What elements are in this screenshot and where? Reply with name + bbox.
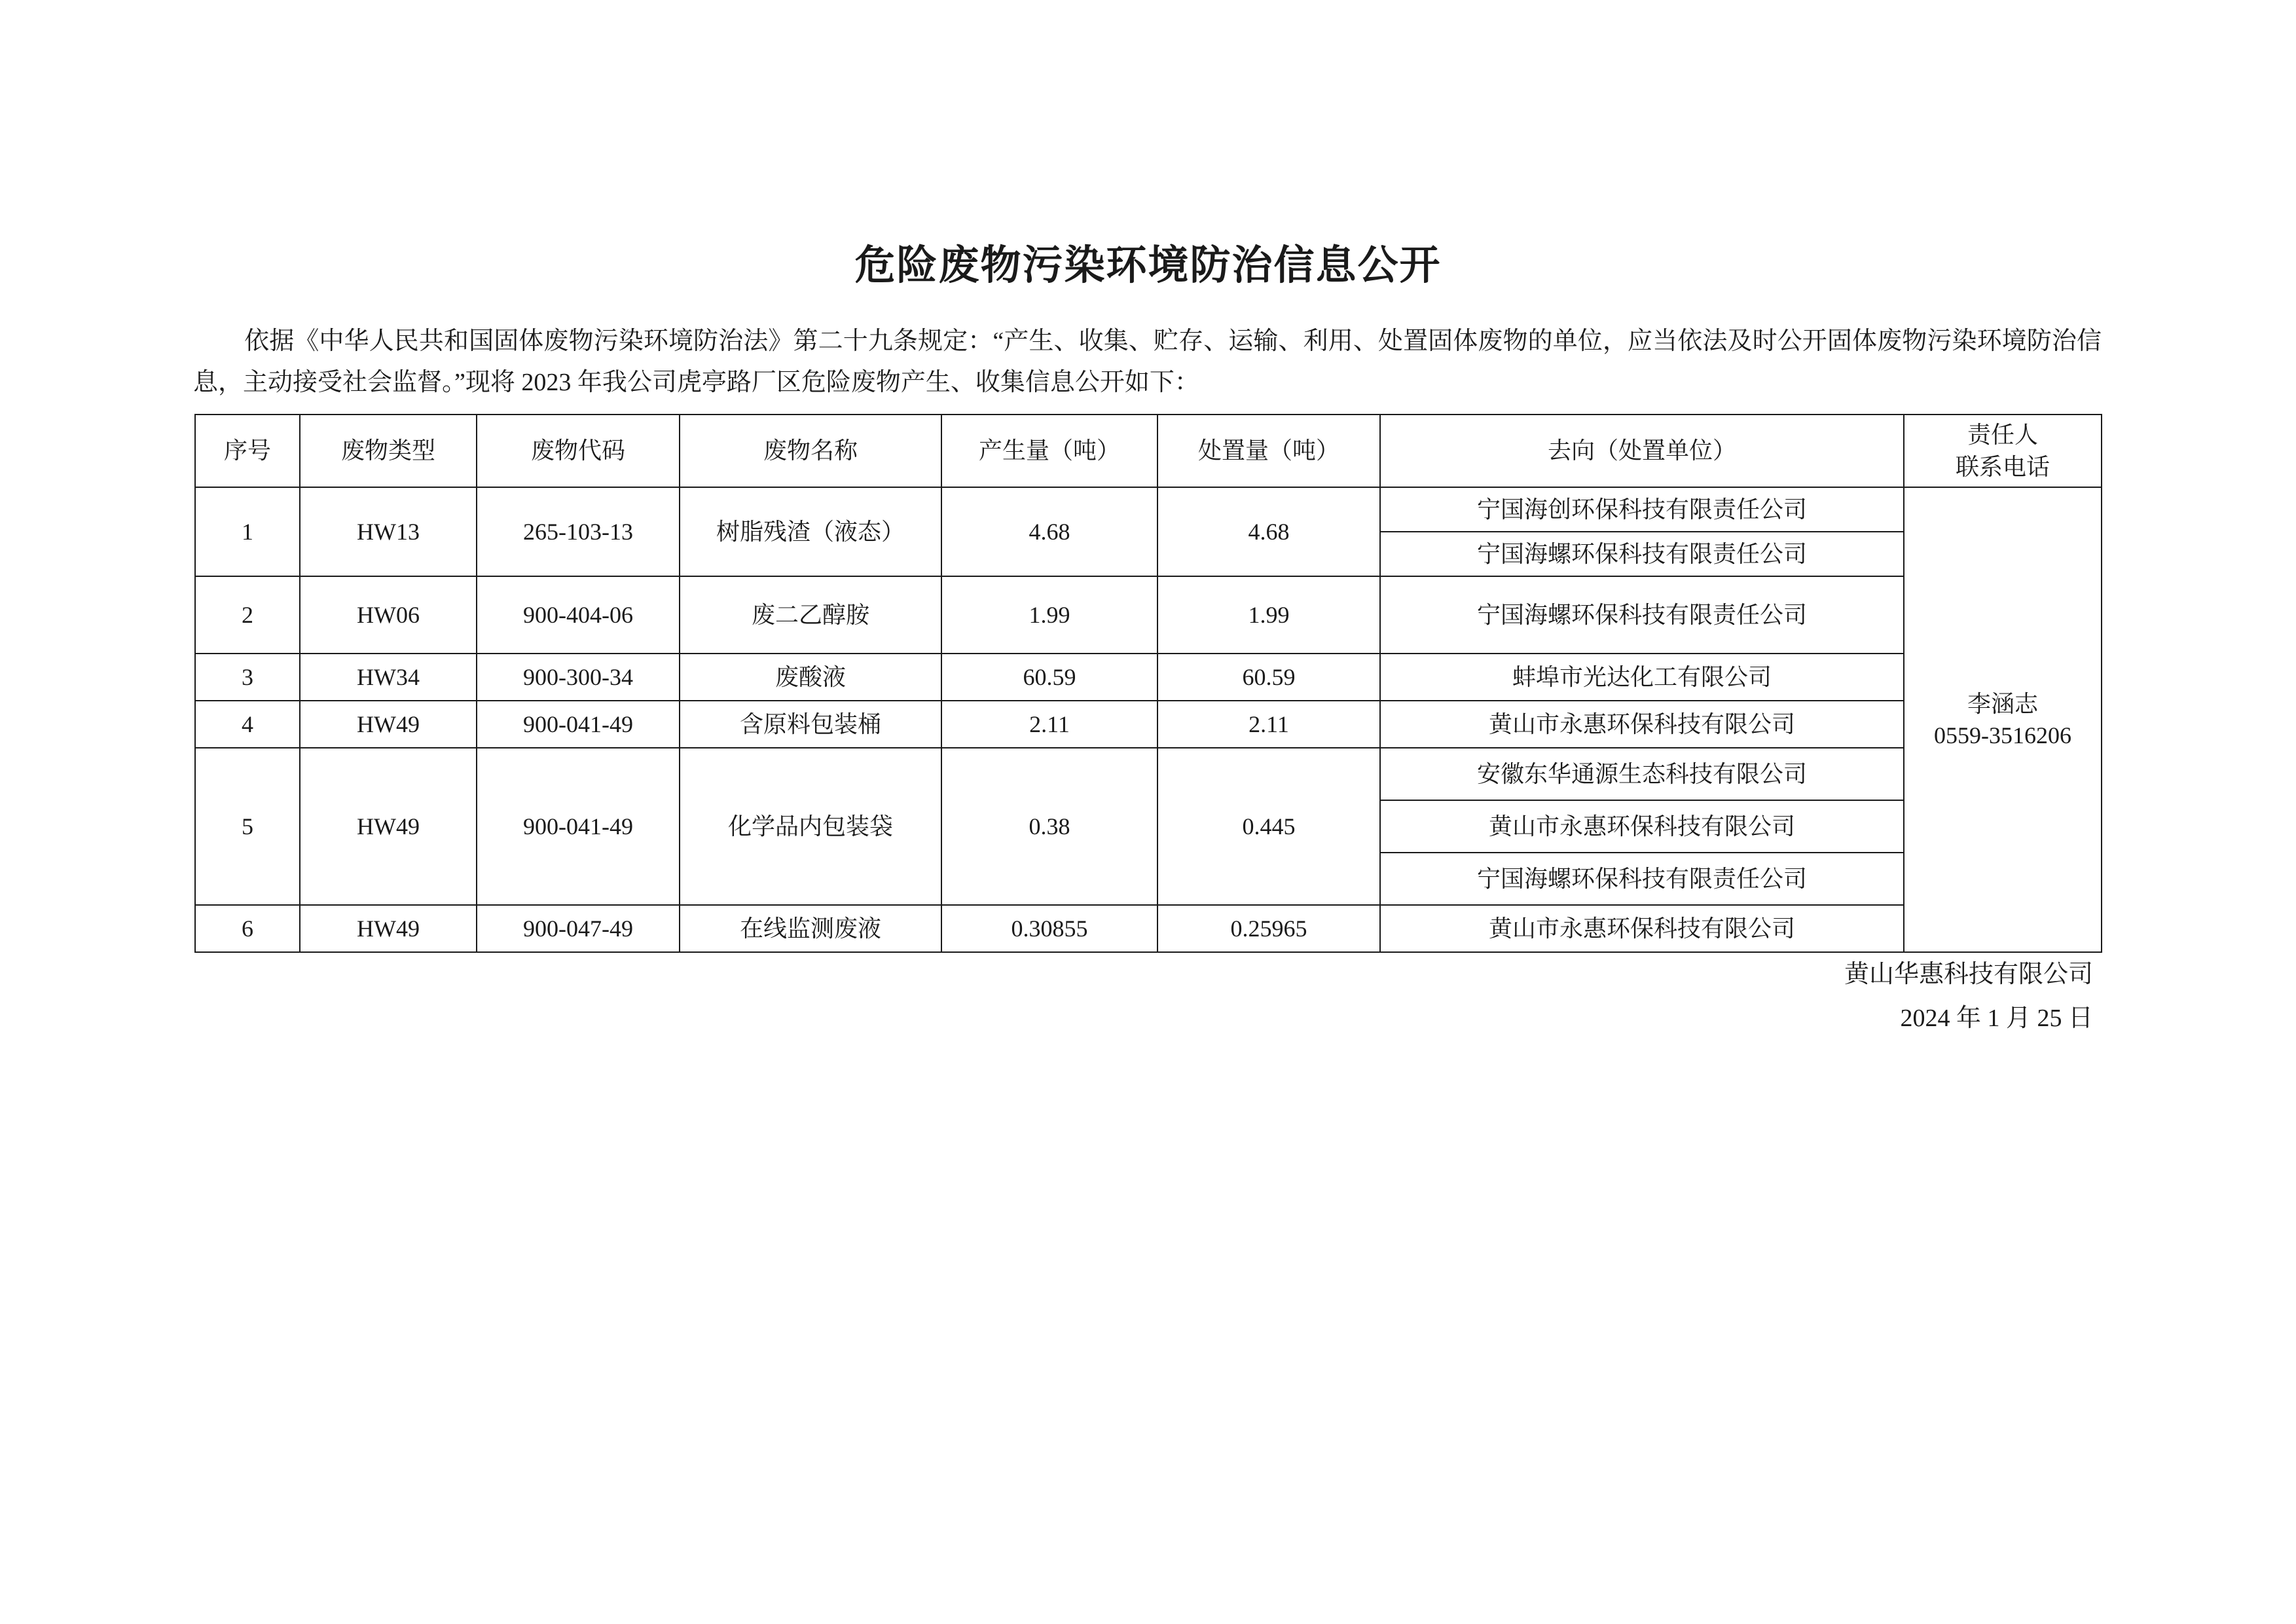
hazardous-waste-table: [194, 414, 2102, 953]
cell-no: 1: [195, 487, 300, 576]
header-type: 废物类型: [300, 415, 477, 487]
cell-responsible-person: [1904, 487, 2102, 952]
cell-name: 废酸液: [680, 654, 941, 701]
header-name: 废物名称: [680, 415, 941, 487]
header-responsible-line2: 联系电话: [1955, 453, 2050, 480]
header-no: 序号: [195, 415, 300, 487]
header-disposed: 处置量（吨）: [1157, 415, 1380, 487]
cell-code: 900-047-49: [477, 905, 680, 952]
responsible-phone: 0559-3516206: [1934, 722, 2071, 749]
destination-item: 宁国海螺环保科技有限责任公司: [1476, 541, 1807, 568]
cell-no: 2: [195, 576, 300, 654]
destination-item: 宁国海创环保科技有限责任公司: [1381, 488, 1903, 532]
cell-destination: 宁国海螺环保科技有限责任公司: [1380, 576, 1904, 654]
intro-text: 依据《中华人民共和国固体废物污染环境防治法》第二十九条规定：“产生、收集、贮存、运输、利用、处置固体废物的单位，应当依法及时公开固体废物污染环境防治信息，主动接受社会监督。”现将 2023 年我公司虎亭路厂区危险废物产生、收集信息公开如下：: [193, 327, 2102, 396]
header-generated: 产生量（吨）: [941, 415, 1157, 487]
footer-date: 2024 年 1 月 25 日: [1900, 1004, 2093, 1032]
cell-disposed: 0.445: [1157, 748, 1380, 905]
cell-name: 树脂残渣（液态）: [680, 487, 941, 576]
cell-code: 900-041-49: [477, 701, 680, 748]
cell-name: 废二乙醇胺: [680, 576, 941, 654]
cell-name: 化学品内包装袋: [680, 748, 941, 905]
cell-no: 6: [195, 905, 300, 952]
cell-disposed: 60.59: [1157, 654, 1380, 701]
table-row: [195, 748, 2102, 800]
header-destination: 去向（处置单位）: [1380, 415, 1904, 487]
cell-code: 900-300-34: [477, 654, 680, 701]
cell-type: HW49: [300, 905, 477, 952]
table-row: [195, 905, 2102, 952]
header-code: 废物代码: [477, 415, 680, 487]
cell-no: 5: [195, 748, 300, 905]
cell-no: 4: [195, 701, 300, 748]
cell-code: 900-041-49: [477, 748, 680, 905]
cell-no: 3: [195, 654, 300, 701]
cell-type: HW13: [300, 487, 477, 576]
cell-type: HW34: [300, 654, 477, 701]
table-header-row: [195, 415, 2102, 487]
cell-type: HW49: [300, 701, 477, 748]
cell-generated: 1.99: [941, 576, 1157, 654]
cell-disposed: 0.25965: [1157, 905, 1380, 952]
footer-company: 黄山华惠科技有限公司: [1844, 961, 2093, 988]
header-responsible-person: [1904, 415, 2102, 487]
cell-generated: 4.68: [941, 487, 1157, 576]
cell-destination: 安徽东华通源生态科技有限公司: [1380, 748, 1904, 800]
responsible-name: 李涵志: [1967, 690, 2038, 717]
cell-destination: 宁国海螺环保科技有限责任公司: [1380, 853, 1904, 905]
cell-generated: 2.11: [941, 701, 1157, 748]
cell-destination: 蚌埠市光达化工有限公司: [1380, 654, 1904, 701]
cell-name: 在线监测废液: [680, 905, 941, 952]
cell-code: 265-103-13: [477, 487, 680, 576]
cell-destination: 黄山市永惠环保科技有限公司: [1380, 701, 1904, 748]
table-row: [195, 576, 2102, 654]
cell-name: 含原料包装桶: [680, 701, 941, 748]
cell-destination: 黄山市永惠环保科技有限公司: [1380, 800, 1904, 853]
table-row: [195, 487, 2102, 576]
document-footer: [0, 953, 2101, 1040]
page-title: 危险废物污染环境防治信息公开: [854, 244, 1442, 288]
cell-destination: 黄山市永惠环保科技有限公司: [1380, 905, 1904, 952]
cell-disposed: 1.99: [1157, 576, 1380, 654]
cell-generated: 0.30855: [941, 905, 1157, 952]
cell-code: 900-404-06: [477, 576, 680, 654]
table-row: [195, 701, 2102, 748]
table-row: [195, 654, 2102, 701]
cell-disposed: 2.11: [1157, 701, 1380, 748]
intro-paragraph: [193, 321, 2102, 403]
cell-destination: [1380, 487, 1904, 576]
cell-type: HW49: [300, 748, 477, 905]
cell-disposed: 4.68: [1157, 487, 1380, 576]
header-responsible-line1: 责任人: [1967, 422, 2038, 448]
cell-type: HW06: [300, 576, 477, 654]
cell-generated: 0.38: [941, 748, 1157, 905]
cell-generated: 60.59: [941, 654, 1157, 701]
